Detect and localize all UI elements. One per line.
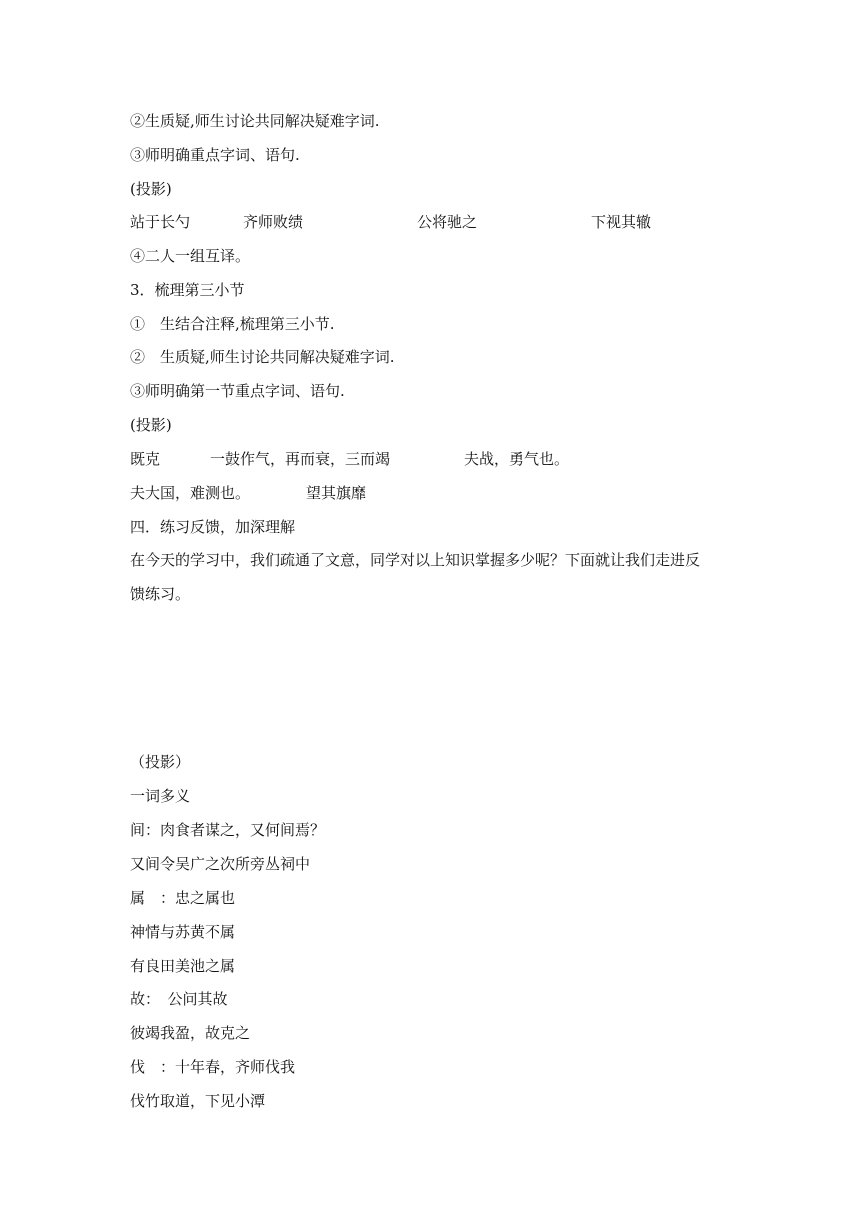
text-line: 有良田美池之属: [130, 957, 236, 975]
text-line: ②生质疑,师生讨论共同解决疑难字词.: [130, 112, 380, 130]
text-line: 故： 公问其故: [130, 990, 228, 1008]
text-line: 伐 ：十年春，齐师伐我: [130, 1058, 296, 1076]
text-line: ③师明确重点字词、语句.: [130, 146, 300, 164]
text-line: 一词多义: [130, 787, 191, 805]
phrase: 夫战，勇气也。: [464, 450, 570, 468]
text-line: 又间令吴广之次所旁丛祠中: [130, 855, 311, 873]
text-line: 属 ：忠之属也: [130, 889, 236, 907]
phrase: 公将驰之: [417, 213, 478, 231]
text-line: ② 生质疑,师生讨论共同解决疑难字词.: [130, 348, 395, 366]
paragraph-line: 在今天的学习中，我们疏通了文意，同学对以上知识掌握多少呢？下面就让我们走进反: [130, 551, 701, 569]
text-line: 伐竹取道，下见小潭: [130, 1092, 266, 1110]
text-line: ③师明确第一节重点字词、语句.: [130, 382, 345, 400]
phrase: 既克: [130, 450, 161, 468]
text-line: 神情与苏黄不属: [130, 923, 236, 941]
phrase: 夫大国，难测也。: [130, 484, 251, 502]
phrase: 齐师败绩: [243, 213, 304, 231]
phrase: 下视其辙: [591, 213, 652, 231]
phrase: 站于长勺: [130, 213, 191, 231]
section-heading: 四．练习反馈，加深理解: [130, 518, 296, 536]
phrase: 望其旗靡: [306, 484, 367, 502]
text-line: 彼竭我盈，故克之: [130, 1024, 251, 1042]
section-heading: 3．梳理第三小节: [130, 281, 245, 299]
text-line: ① 生结合注释,梳理第三小节.: [130, 315, 335, 333]
phrase: 一鼓作气，再而衰，三而竭: [210, 450, 391, 468]
paragraph-line: 馈练习。: [130, 585, 191, 603]
text-line: (投影): [130, 416, 172, 434]
text-line: (投影): [130, 180, 172, 198]
text-line: 间：肉食者谋之，又何间焉？: [130, 821, 326, 839]
text-line: （投影）: [130, 753, 191, 771]
text-line: ④二人一组互译。: [130, 247, 251, 265]
